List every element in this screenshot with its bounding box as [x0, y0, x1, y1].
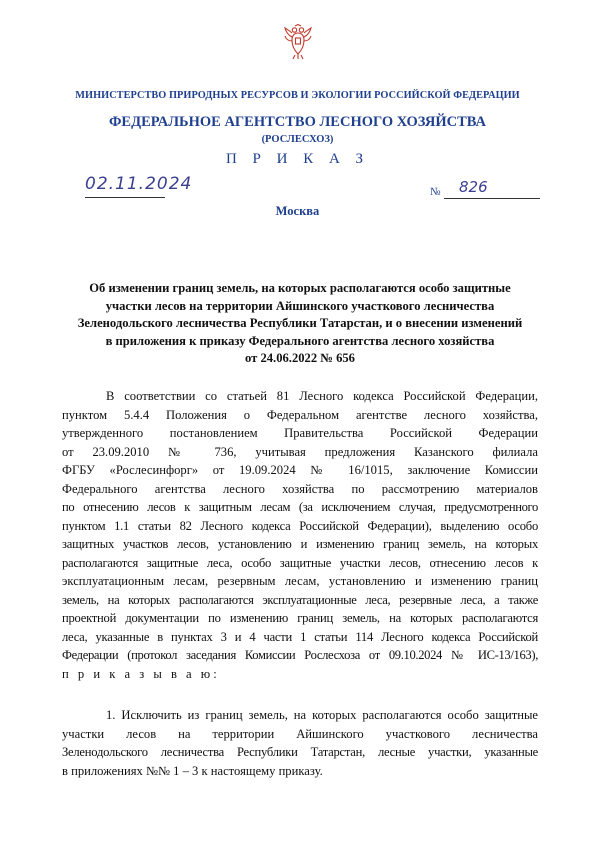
paragraph-line: пунктом 1.1 статьи 82 Лесного кодекса Российской Федерации), выделению особо — [62, 518, 538, 533]
paragraph-line: утвержденного постановлением Правительства Российской Федерации — [62, 426, 538, 440]
paragraph-line: Зеленодольского лесничества Республики Татарстан, лесные участки, указанные — [62, 745, 538, 759]
document-type: П Р И К А З — [225, 151, 370, 167]
agency-name: ФЕДЕРАЛЬНОЕ АГЕНТСТВО ЛЕСНОГО ХОЗЯЙСТВА — [108, 114, 487, 130]
subject-line: от 24.06.2022 № 656 — [245, 351, 355, 365]
paragraph-line: располагаются защитные леса, особо защитные участки лесов, отнесению лесов к — [62, 555, 538, 570]
paragraph-line: от 23.09.2010 № 736, учитывая предложения Казанского филиала — [62, 444, 538, 459]
paragraph-line: эксплуатационным лесам, резервным лесам, установлению и изменению границ — [62, 574, 538, 588]
paragraph-line: ФГБУ «Рослесинфорг» от 19.09.2024 № 16/1015, заключение Комиссии — [62, 463, 538, 477]
order-word: п р и к а з ы в а ю: — [62, 666, 220, 681]
paragraph-preamble — [62, 387, 538, 683]
subject-line: в приложения к приказу Федерального агентства лесного хозяйства — [105, 333, 495, 348]
ministry-name: МИНИСТЕРСТВО ПРИРОДНЫХ РЕСУРСОВ И ЭКОЛОГИИ РОССИЙСКОЙ ФЕДЕРАЦИИ — [75, 90, 520, 101]
paragraph-line: защитных участков лесов, установлению и изменению границ земель, на которых — [62, 537, 538, 551]
agency-short-name: (РОСЛЕСХОЗ) — [261, 134, 334, 145]
paragraph-line: В соответствии со статьей 81 Лесного кодекса Российской Федерации, — [106, 389, 538, 403]
paragraph-line: земель, на которых располагаются эксплуатационные леса, резервные леса, а также — [62, 592, 538, 607]
document-date: 02.11.2024 — [85, 174, 193, 194]
paragraph-line: пунктом 5.4.4 Положения о Федеральном агентстве лесного хозяйства, — [62, 407, 538, 422]
paragraph-line: в приложениях №№ 1 – 3 к настоящему приказу. — [62, 763, 323, 778]
paragraph-line: леса, указанные в пунктах 3 и 4 части 1 статьи 114 Лесного кодекса Российской — [62, 629, 538, 644]
paragraph-line: Федерального агентства лесного хозяйства по рассмотрению материалов — [62, 481, 538, 496]
city-name: Москва — [275, 204, 320, 218]
document-number: 826 — [459, 178, 488, 196]
paragraph-line: проектной документации по изменению границ земель, на которых располагаются — [62, 611, 538, 625]
subject-line: участки лесов на территории Айшинского участкового лесничества — [105, 298, 495, 313]
subject-line: Зеленодольского лесничества Республики Татарстан, и о внесении изменений — [77, 316, 523, 330]
paragraph-line: 1. Исключить из границ земель, на которых располагаются особо защитные — [106, 708, 538, 722]
paragraph-line: по отнесению лесов к защитным лесам (за исключением случая, предусмотренного — [62, 500, 538, 514]
paragraph-line: участки лесов на территории Айшинского участкового лесничества — [62, 726, 538, 741]
subject-line: Об изменении границ земель, на которых располагаются особо защитные — [89, 281, 511, 295]
paragraph-item-1 — [62, 706, 538, 780]
date-underline — [85, 197, 165, 198]
document-subject — [60, 280, 540, 368]
paragraph-line: Федерации (протокол заседания Комиссии Рослесхоза от 09.10.2024 № ИС-13/163), — [62, 648, 538, 662]
number-label: № — [430, 186, 441, 198]
coat-of-arms-icon — [283, 24, 313, 60]
number-underline — [444, 198, 540, 199]
